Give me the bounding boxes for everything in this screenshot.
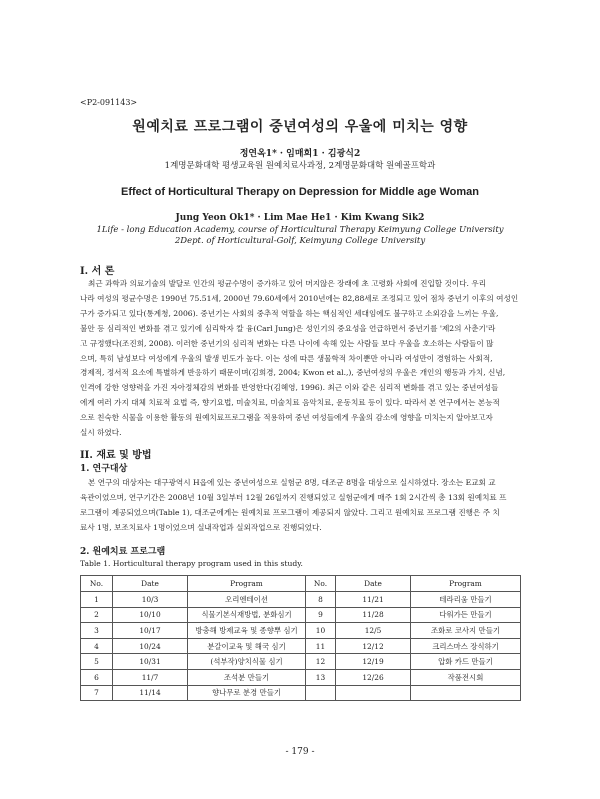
cell-date: 11/28 <box>336 607 411 623</box>
cell-date: 11/14 <box>113 685 188 701</box>
cell-no: 12 <box>306 654 336 670</box>
cell-program: 오리엔테이션 <box>188 592 306 608</box>
header-program: Program <box>411 576 521 592</box>
cell-no: 11 <box>306 638 336 654</box>
affiliation-korean: 1계명문화대학 평생교육원 원예치료사과정, 2계명문화대학 원예골프학과 <box>164 161 436 171</box>
cell-no: 1 <box>81 592 113 608</box>
cell-no: 6 <box>81 669 113 685</box>
table-row <box>81 623 521 639</box>
cell-date: 10/17 <box>113 623 188 639</box>
cell-no <box>306 685 336 701</box>
subjects-paragraph <box>80 476 520 536</box>
intro-line: 으로 친숙한 식물을 이용한 활동의 원예치료프로그램을 적용하여 중년 여성들에게 우울의 감소에 영향을 미치는지 알아보고자 <box>80 413 493 423</box>
cell-no: 13 <box>306 669 336 685</box>
cell-date <box>336 685 411 701</box>
authors-korean: 정연옥1* · 임매희1 · 김광식2 <box>239 149 361 159</box>
affiliation-english-2: 2Dept. of Horticultural-Golf, Keimyung College University <box>174 236 426 246</box>
header-program: Program <box>188 576 306 592</box>
cell-program: 작품전시회 <box>411 669 521 685</box>
intro-line: 불안 등 심리적인 변화를 겪고 있기에 심리학자 칼 융(Carl Jung)은 성인기의 중요성을 언급하면서 중년기를 '제2의 사춘기'라 <box>80 323 496 333</box>
cell-program: 식물기본식재방법, 분화심기 <box>188 607 306 623</box>
introduction-paragraph <box>80 277 520 441</box>
subjects-line: 로그램이 제공되었으며(Table 1), 대조군에게는 원예치료 프로그램이 제공되지 않았다. 그리고 원예치료 프로그램 진행은 주 치 <box>80 507 500 517</box>
title-english: Effect of Horticultural Therapy on Depression for Middle age Woman <box>121 186 479 198</box>
cell-program <box>411 685 521 701</box>
cell-date: 11/7 <box>113 669 188 685</box>
header-no: No. <box>81 576 113 592</box>
cell-no: 7 <box>81 685 113 701</box>
cell-no: 2 <box>81 607 113 623</box>
cell-date: 12/26 <box>336 669 411 685</box>
section-methods-heading: II. 재료 및 방법 <box>80 450 152 461</box>
cell-program: 분갈이교육 및 해국 심기 <box>188 638 306 654</box>
table-row <box>81 654 521 670</box>
program-table <box>80 575 521 701</box>
cell-program: 테라리움 만들기 <box>411 592 521 608</box>
intro-line: 나라 여성의 평균수명은 1990년 75.51세, 2000년 79.60세에서 2010년에는 82,88세로 조정되고 있어 점차 중년기 이후의 여성인 <box>80 293 519 303</box>
intro-line: 경제적, 정서적 요소에 특별하게 반응하기 때문이며(김희경, 2004; Kwon et al.,), 중년여성의 우울은 개인의 행동과 가치, 신념, <box>80 368 506 378</box>
intro-line: 구가 증가되고 있다(통계청, 2006). 중년기는 사회의 중추적 역할을 하는 핵심적인 세대임에도 불구하고 소외감을 느끼는 우울, <box>80 308 499 318</box>
title-korean: 원예치료 프로그램이 중년여성의 우울에 미치는 영향 <box>132 119 468 135</box>
header-date: Date <box>336 576 411 592</box>
table-row <box>81 669 521 685</box>
subjects-line: 육관이었으며, 연구기간은 2008년 10월 3일부터 12월 26일까지 진행되었고 실험군에게 매주 1회 2시간씩 총 13회 원예치료 프 <box>80 492 507 502</box>
intro-line: 실시 하였다. <box>80 428 122 438</box>
cell-date: 10/3 <box>113 592 188 608</box>
cell-date: 10/31 <box>113 654 188 670</box>
cell-date: 10/10 <box>113 607 188 623</box>
cell-program: 방충해 방제교육 및 종향뿌 심기 <box>188 623 306 639</box>
table-row <box>81 638 521 654</box>
cell-date: 12/19 <box>336 654 411 670</box>
table-header-row <box>81 576 521 592</box>
cell-no: 9 <box>306 607 336 623</box>
table-row <box>81 607 521 623</box>
cell-date: 10/24 <box>113 638 188 654</box>
subjects-line: 본 연구의 대상자는 대구광역시 H읍에 있는 중년여성으로 실험군 8명, 대조군 8명을 대상으로 실시하였다. 장소는 E교회 교 <box>88 478 496 487</box>
affiliation-english <box>0 225 600 247</box>
cell-date: 11/21 <box>336 592 411 608</box>
cell-program: 조석분 만들기 <box>188 669 306 685</box>
cell-no: 3 <box>81 623 113 639</box>
table-row <box>81 685 521 701</box>
table-caption: Table 1. Horticultural therapy program used in this study. <box>80 559 303 568</box>
intro-line: 인격에 강한 영향력을 가진 자아정체감의 변화를 반영한다(김혜영, 1996). 최근 이와 같은 심리적 변화를 겪고 있는 중년여성들 <box>80 383 499 393</box>
cell-program: 향나무로 분경 만들기 <box>188 685 306 701</box>
paper-code: <P2-091143> <box>80 98 138 107</box>
cell-no: 4 <box>81 638 113 654</box>
subjects-line: 료사 1명, 보조치료사 1명이었으며 실내작업과 실외작업으로 진행되었다. <box>80 522 322 532</box>
cell-program: 압화 카드 만들기 <box>411 654 521 670</box>
intro-line: 고 규정했다(조진희, 2008). 이러한 중년기의 심리적 변화는 다른 나이에 속해 있는 사람들 보다 우울을 호소하는 사람들이 많 <box>80 338 494 348</box>
authors-english: Jung Yeon Ok1* · Lim Mae He1 · Kim Kwang Sik2 <box>175 213 425 223</box>
cell-program: (석부작)양치식물 심기 <box>188 654 306 670</box>
intro-line: 으며, 특히 남성보다 여성에게 우울의 발생 빈도가 높다. 이는 성에 따른 생물학적 차이뿐만 아니라 여성만이 경험하는 사회적, <box>80 353 493 363</box>
intro-line: 에게 여러 가지 대체 치료적 요법 즉, 향기요법, 미술치료, 미술치료 음악치료, 운동치료 등이 있다. 따라서 본 연구에서는 본능적 <box>80 398 500 408</box>
header-no: No. <box>306 576 336 592</box>
table-row <box>81 592 521 608</box>
intro-line: 최근 과학과 의료기술의 발달로 인간의 평균수명이 증가하고 있어 머지않은 장래에 초 고령화 사회에 진입할 것이다. 우리 <box>88 279 487 288</box>
page-number: - 179 - <box>285 747 315 757</box>
cell-no: 10 <box>306 623 336 639</box>
cell-date: 12/12 <box>336 638 411 654</box>
section-introduction-heading: I. 서 론 <box>80 266 115 277</box>
subsection-program-heading: 2. 원예치료 프로그램 <box>80 547 166 557</box>
cell-program: 다워가든 만들기 <box>411 607 521 623</box>
cell-no: 8 <box>306 592 336 608</box>
subsection-subjects-heading: 1. 연구대상 <box>80 464 128 474</box>
cell-no: 5 <box>81 654 113 670</box>
cell-program: 조화로 코사지 만들기 <box>411 623 521 639</box>
cell-program: 크리스마스 장식하기 <box>411 638 521 654</box>
affiliation-english-1: 1Life - long Education Academy, course of Horticultural Therapy Keimyung College University <box>96 225 504 235</box>
header-date: Date <box>113 576 188 592</box>
cell-date: 12/5 <box>336 623 411 639</box>
